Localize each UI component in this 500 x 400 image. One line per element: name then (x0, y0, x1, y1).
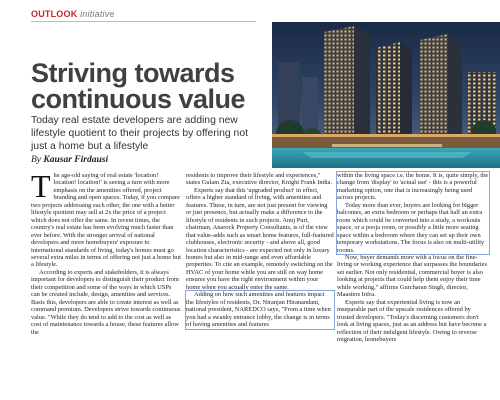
article-headline: Striving towards continuous value (31, 58, 246, 114)
body-text: he age-old saying of real estate 'location! location! location!' is seeing a turn with more emphasis on the amenities offered, project branding and open spaces. Today, if you compare two projects addressing each other, the one with a better lifestyle quotient may sell at 2x the price of a project which does not offer the same. In recent times, the country's real estate has been evolving much faster than ever before. With the stronger arrival of national developers and more homebuyers' exposure to international standards of living, today's homes must go several extra miles in terms of offering not just a home but a lifestyle. (31, 172, 181, 269)
brand-initiative: initiative (80, 9, 115, 19)
highlighted-paragraph: Adding on how such amenities and features impact the lifestyles of residents, Dr. Niranjan Hiranandani, national president, NAREDCO says, "From a time when you had a swanky entrance lobby, the change is in terms of having amenities and features (186, 291, 334, 328)
byline-author: Kausar Firdausi (43, 155, 109, 165)
article-standfirst: Today real estate developers are adding new lifestyle quotient to their projects by offering not just a home but a lifestyle (31, 115, 248, 152)
byline-prefix: By (31, 155, 42, 165)
body-paragraph (31, 168, 181, 269)
dropcap-letter: T (31, 168, 51, 204)
body-paragraph: Experts say that experiential living is now an inseparable part of the upscale residences offered by trusted developers. "Today's discerning customers don't look at living spaces, just as an address but have become a reflection of their indulgent lifestyle. Owing to reverse migration, homebuyers (337, 298, 487, 343)
section-brand (31, 9, 115, 19)
body-column-2 (186, 172, 334, 329)
body-paragraph: within the living space i.e. the home. It is, quite simply, the change from 'display' to 'actual use' - this is a powerful marketing option, one that is increasingly being used across projects. (337, 172, 489, 202)
article-byline (31, 155, 108, 165)
body-column-3 (337, 172, 489, 343)
body-paragraph: Today more than ever, buyers are looking for bigger balconies, an extra bedroom or perhaps that half an extra room which could be converted into a study, a workouts space, or a pooja room, or possibly a little more seating space within a bedroom where they can set up their own temporary workstations. The focus is also on multi-utility rooms. (337, 201, 485, 254)
highlighted-block (337, 172, 489, 254)
cityscape-image (272, 22, 500, 168)
body-paragraph: Now, buyer demands more with a focus on the fine-living or working experience that surpasses the boundaries set earlier. Not only residential, commercial buyer is also looking at projects that could help them enjoy their time while working," affirms Gurcharan Singh, director, Maasters Infra. (337, 253, 487, 299)
body-paragraph: According to experts and stakeholders, it is always important for developers to distinguish their product from their competition and some of the ways in which USPs can be created include, design, amenities and services. Basis this, developers are able to create interest as well as command premium. Developers strive towards continuous value. "While they do tend to add to the cost as well as cost of maintenance towards a house, these features allow the (31, 268, 181, 336)
body-paragraph: residents to improve their lifestyle and experiences," states Gulam Zia, executive director, Knight Frank India. (186, 172, 332, 187)
body-column-1 (31, 168, 181, 336)
header-rule (31, 21, 256, 22)
body-paragraph: Experts say that this 'upgraded product' in effect, offers a higher standard of living, with amenities and features. These, in turn, are not just present for viewing or just presence, but actually make a difference to the lifestyle of residents in such projects. Anuj Puri, chairman, Anarock Property Consultants, is of the view that value-adds such as smart home features, full-featured clubhouses, electronic security - and above all, good location characteristics - are expected not only in luxury homes but also in mid-range and even affordable properties. To cite an example, remotely switching on the HVAC of your home while you are still on way home ensures you have the right environment within your home when you actually enter the same. (186, 186, 334, 291)
brand-outlook: OUTLOOK (31, 9, 78, 19)
article-photo (272, 22, 500, 168)
